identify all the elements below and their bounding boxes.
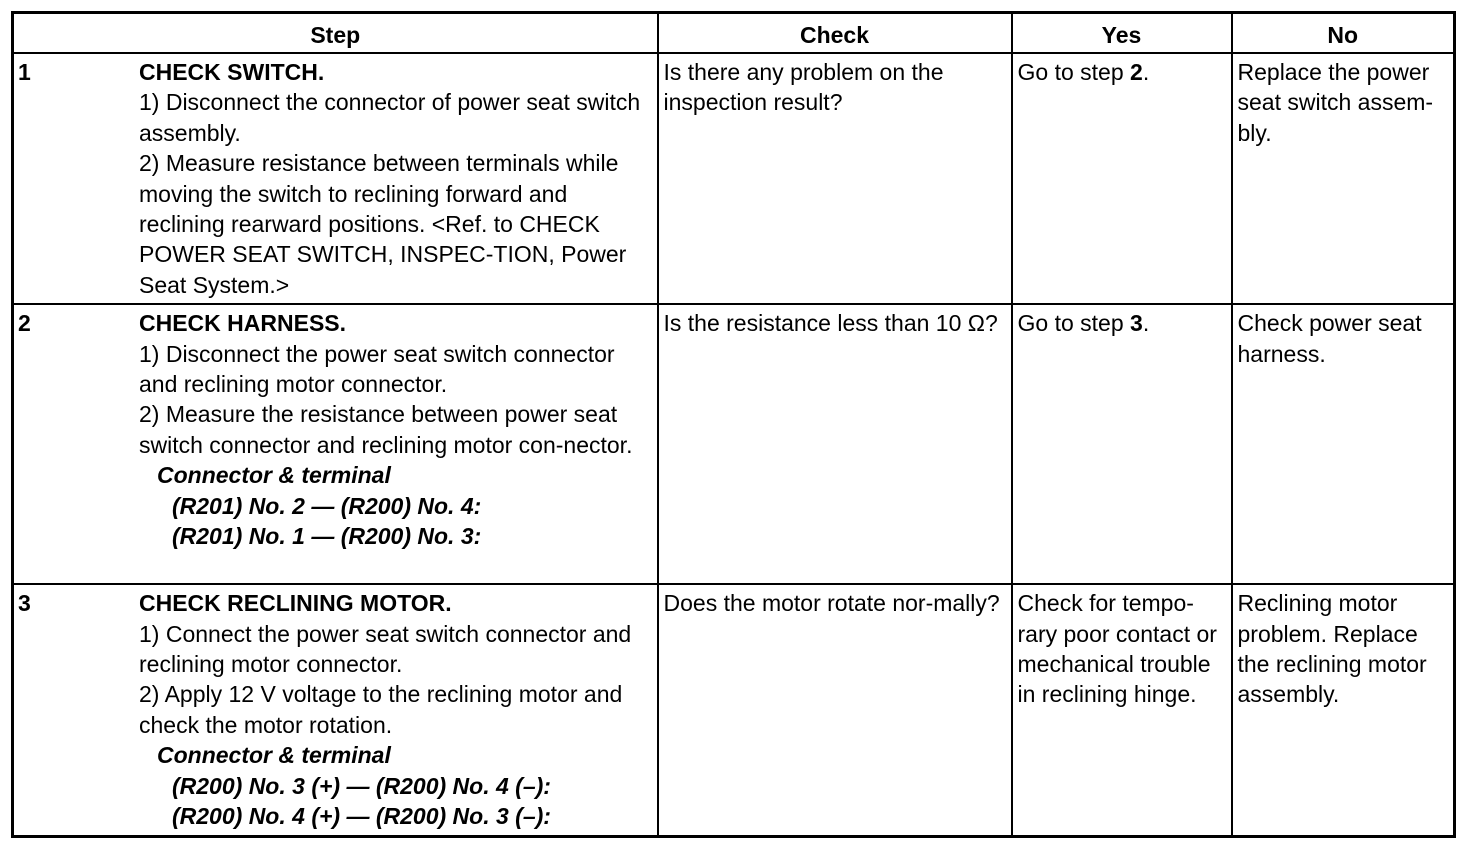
step-number: 2 (18, 310, 31, 337)
step-instruction: 1) Disconnect the connector of power seat switch assembly. (139, 89, 641, 146)
step-number: 1 (18, 59, 31, 85)
header-no: No (1232, 13, 1455, 54)
step-title: CHECK RECLINING MOTOR. (139, 590, 452, 617)
step-number: 3 (18, 590, 31, 617)
header-check: Check (658, 13, 1012, 54)
header-step: Step (13, 13, 658, 54)
step-title: CHECK SWITCH. (139, 59, 325, 85)
table-row (13, 304, 1455, 584)
step-instruction: 2) Apply 12 V voltage to the reclining motor and check the motor rotation. (139, 681, 623, 738)
connector-terminal: (R200) No. 4 (+) — (R200) No. 3 (–): (172, 803, 551, 830)
check-cell: Is there any problem on the inspection result? (658, 53, 1012, 304)
step-cell (13, 584, 658, 836)
step-title: CHECK HARNESS. (139, 310, 347, 337)
header-yes: Yes (1012, 13, 1232, 54)
step-instruction: 1) Disconnect the power seat switch connector and reclining motor connector. (139, 340, 615, 398)
connector-heading: Connector & terminal (157, 742, 391, 769)
diagnostic-table (11, 11, 1456, 838)
yes-cell (1012, 53, 1232, 304)
step-cell (13, 304, 658, 584)
connector-terminal: (R200) No. 3 (+) — (R200) No. 4 (–): (172, 772, 551, 799)
table-row (13, 53, 1455, 304)
no-cell: Check power seat harness. (1232, 304, 1455, 584)
connector-heading: Connector & terminal (157, 462, 391, 489)
step-instruction: 2) Measure the resistance between power seat switch connector and reclining motor con-nector. (139, 401, 633, 458)
yes-text: Go to step (1017, 310, 1131, 337)
check-cell: Does the motor rotate nor-mally? (658, 584, 1012, 836)
yes-suffix: . (1142, 59, 1150, 85)
header-row (13, 13, 1455, 54)
yes-cell: Check for tempo-rary poor contact or mechanical trouble in reclining hinge. (1012, 584, 1232, 836)
yes-suffix: . (1142, 310, 1150, 337)
yes-step-number: 3 (1130, 310, 1143, 337)
step-cell (13, 53, 658, 304)
connector-terminal: (R201) No. 2 — (R200) No. 4: (172, 492, 482, 519)
yes-step-number: 2 (1130, 59, 1143, 85)
step-instruction: 2) Measure resistance between terminals while moving the switch to reclining forward and reclining rearward positions. <Ref. to CHECK POWER SEAT SWITCH, INSPEC-TION, Power Seat System.> (139, 150, 627, 298)
connector-terminal: (R201) No. 1 — (R200) No. 3: (172, 523, 482, 550)
no-cell: Reclining motor problem. Replace the reclining motor assembly. (1232, 584, 1455, 836)
yes-text: Go to step (1017, 59, 1131, 85)
step-instruction: 1) Connect the power seat switch connector and reclining motor connector. (139, 620, 632, 678)
yes-cell (1012, 304, 1232, 584)
no-cell: Replace the power seat switch assem-bly. (1232, 53, 1455, 304)
table-row (13, 584, 1455, 836)
check-cell: Is the resistance less than 10 Ω? (658, 304, 1012, 584)
